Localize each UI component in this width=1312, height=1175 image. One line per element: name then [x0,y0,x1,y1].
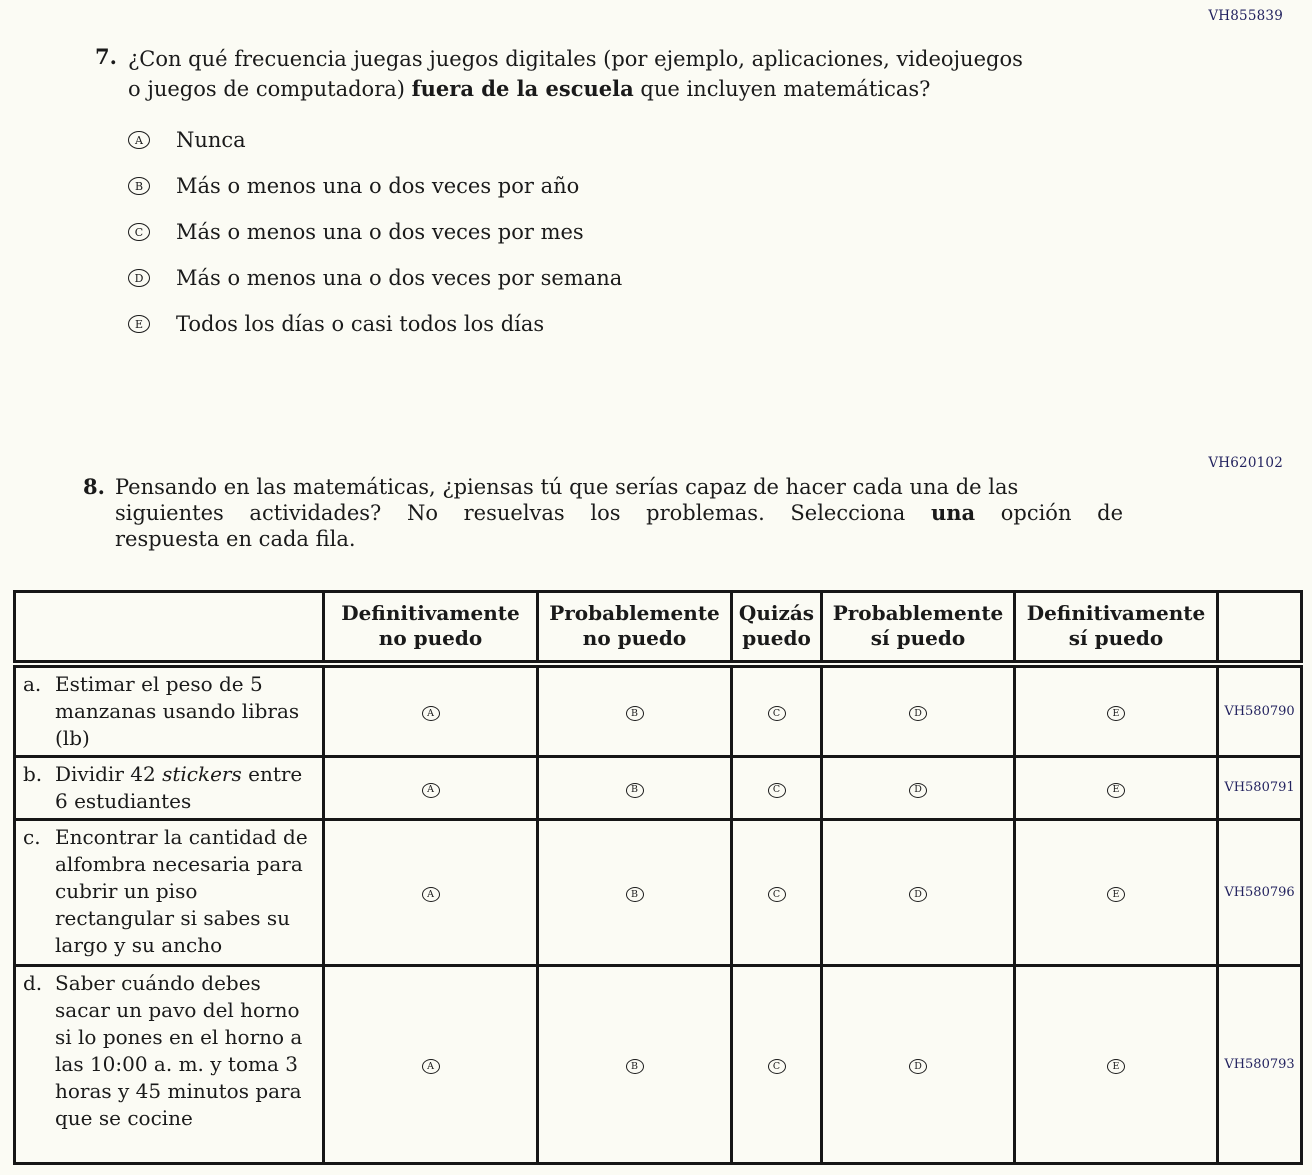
row-c-text: Encontrar la cantidad de alfombra necesaria para cubrir un piso rectangular si sabes su largo y su ancho [55,824,308,957]
question-7 [95,44,1128,358]
q7-option-e-bubble[interactable]: E [128,315,150,333]
col-header-definitivamente-si-puedo: Definitivamente sí puedo [1015,592,1218,664]
row-a-cell-A [324,664,538,757]
q7-option-b-label: Más o menos una o dos veces por año [176,174,580,198]
q8-row-b-bubble-A[interactable]: A [422,783,440,798]
row-c-cell-E [1015,819,1218,965]
q8-row-a-bubble-A[interactable]: A [422,706,440,721]
row-b-cell-E [1015,756,1218,819]
row-c-letter: c. [23,824,41,849]
table-row-c [15,819,1302,965]
row-c-item-code: VH580796 [1218,819,1302,965]
row-a-cell-E [1015,664,1218,757]
q8-row-a-bubble-E[interactable]: E [1107,706,1125,721]
row-c-label-cell [15,819,324,965]
q8-row-b-bubble-B[interactable]: B [626,783,644,798]
q8-row-c-bubble-A[interactable]: A [422,887,440,902]
q8-row-c-bubble-D[interactable]: D [909,887,927,902]
row-c-cell-D [822,819,1015,965]
q7-option-d-bubble[interactable]: D [128,269,150,287]
row-d-cell-B [538,965,732,1163]
q8-row-d-bubble-C[interactable]: C [768,1059,786,1074]
empty-header-cell [15,592,324,664]
q8-text-line2-post: opción de [975,501,1123,525]
q8-row-d-bubble-A[interactable]: A [422,1059,440,1074]
q8-item-code: VH620102 [1208,455,1283,471]
q8-row-d-bubble-B[interactable]: B [626,1059,644,1074]
row-d-text: Saber cuándo debes sacar un pavo del horno si lo pones en el horno a las 10:00 a. m. y toma 3 horas y 45 minutos para que se cocine [55,970,303,1130]
table-row-b [15,756,1302,819]
q7-option-b-bubble[interactable]: B [128,177,150,195]
row-d-cell-E [1015,965,1218,1163]
row-a-cell-D [822,664,1015,757]
row-d-cell-C [732,965,822,1163]
q7-option-c [128,220,1128,244]
row-b-text: Dividir 42 stickers entre 6 estudiantes [55,761,303,813]
q7-option-c-bubble[interactable]: C [128,223,150,241]
row-b-label-cell [15,756,324,819]
q7-option-c-label: Más o menos una o dos veces por mes [176,220,584,244]
row-a-text: Estimar el peso de 5 manzanas usando libras (lb) [55,671,300,750]
q8-text-line3: respuesta en cada fila. [115,527,356,551]
row-d-cell-A [324,965,538,1163]
question-8-text [115,474,1123,552]
q7-text-bold: fuera de la escuela [411,76,634,101]
q8-row-c-bubble-C[interactable]: C [768,887,786,902]
row-c-cell-A [324,819,538,965]
row-a-label-cell [15,664,324,757]
q7-option-e [128,312,1128,336]
q8-row-a-bubble-B[interactable]: B [626,706,644,721]
row-d-letter: d. [23,970,43,995]
table-row-d [15,965,1302,1163]
q7-option-a [128,128,1128,152]
table-header-row [15,592,1302,664]
row-d-item-code: VH580793 [1218,965,1302,1163]
row-a-letter: a. [23,671,42,696]
q8-text-line2-pre: siguientes actividades? No resuelvas los problemas. Selecciona [115,501,931,525]
q7-text-line2-post: que incluyen matemáticas? [633,77,931,101]
row-b-cell-B [538,756,732,819]
q8-text-line2 [115,500,1123,526]
q7-option-a-label: Nunca [176,128,246,152]
q8-row-c-bubble-B[interactable]: B [626,887,644,902]
question-7-number: 7. [95,44,117,69]
question-8 [83,474,1123,552]
table-row-a [15,664,1302,757]
q8-row-a-bubble-C[interactable]: C [768,706,786,721]
q8-row-d-bubble-D[interactable]: D [909,1059,927,1074]
row-d-label-cell [15,965,324,1163]
col-header-definitivamente-no-puedo: Definitivamente no puedo [324,592,538,664]
col-header-quizas-puedo: Quizás puedo [732,592,822,664]
question-7-text [128,44,1128,104]
q8-row-b-bubble-E[interactable]: E [1107,783,1125,798]
q8-text-line1: Pensando en las matemáticas, ¿piensas tú que serías capaz de hacer cada una de las [115,475,1019,499]
row-a-cell-B [538,664,732,757]
row-b-letter: b. [23,761,43,786]
question-8-number: 8. [83,474,105,499]
q8-row-d-bubble-E[interactable]: E [1107,1059,1125,1074]
q8-row-c-bubble-E[interactable]: E [1107,887,1125,902]
q7-item-code: VH855839 [1208,8,1283,24]
row-b-cell-C [732,756,822,819]
empty-code-header-cell [1218,592,1302,664]
q7-option-a-bubble[interactable]: A [128,131,150,149]
q7-option-e-label: Todos los días o casi todos los días [176,312,545,336]
q7-text-line2-pre: o juegos de computadora) [128,77,412,101]
col-header-probablemente-si-puedo: Probablemente sí puedo [822,592,1015,664]
row-d-cell-D [822,965,1015,1163]
q7-option-b [128,174,1128,198]
q8-response-table [13,590,1303,1165]
row-a-item-code: VH580790 [1218,664,1302,757]
col-header-probablemente-no-puedo: Probablemente no puedo [538,592,732,664]
q8-row-b-bubble-C[interactable]: C [768,783,786,798]
row-c-cell-C [732,819,822,965]
row-c-cell-B [538,819,732,965]
row-b-cell-D [822,756,1015,819]
q8-text-bold: una [930,500,976,525]
q7-text-line1: ¿Con qué frecuencia juegas juegos digitales (por ejemplo, aplicaciones, videojuegos [128,47,1023,71]
q7-option-d [128,266,1128,290]
row-b-item-code: VH580791 [1218,756,1302,819]
q8-row-b-bubble-D[interactable]: D [909,783,927,798]
q7-option-d-label: Más o menos una o dos veces por semana [176,266,623,290]
row-a-cell-C [732,664,822,757]
q8-row-a-bubble-D[interactable]: D [909,706,927,721]
q7-options-list [128,128,1128,336]
row-b-cell-A [324,756,538,819]
